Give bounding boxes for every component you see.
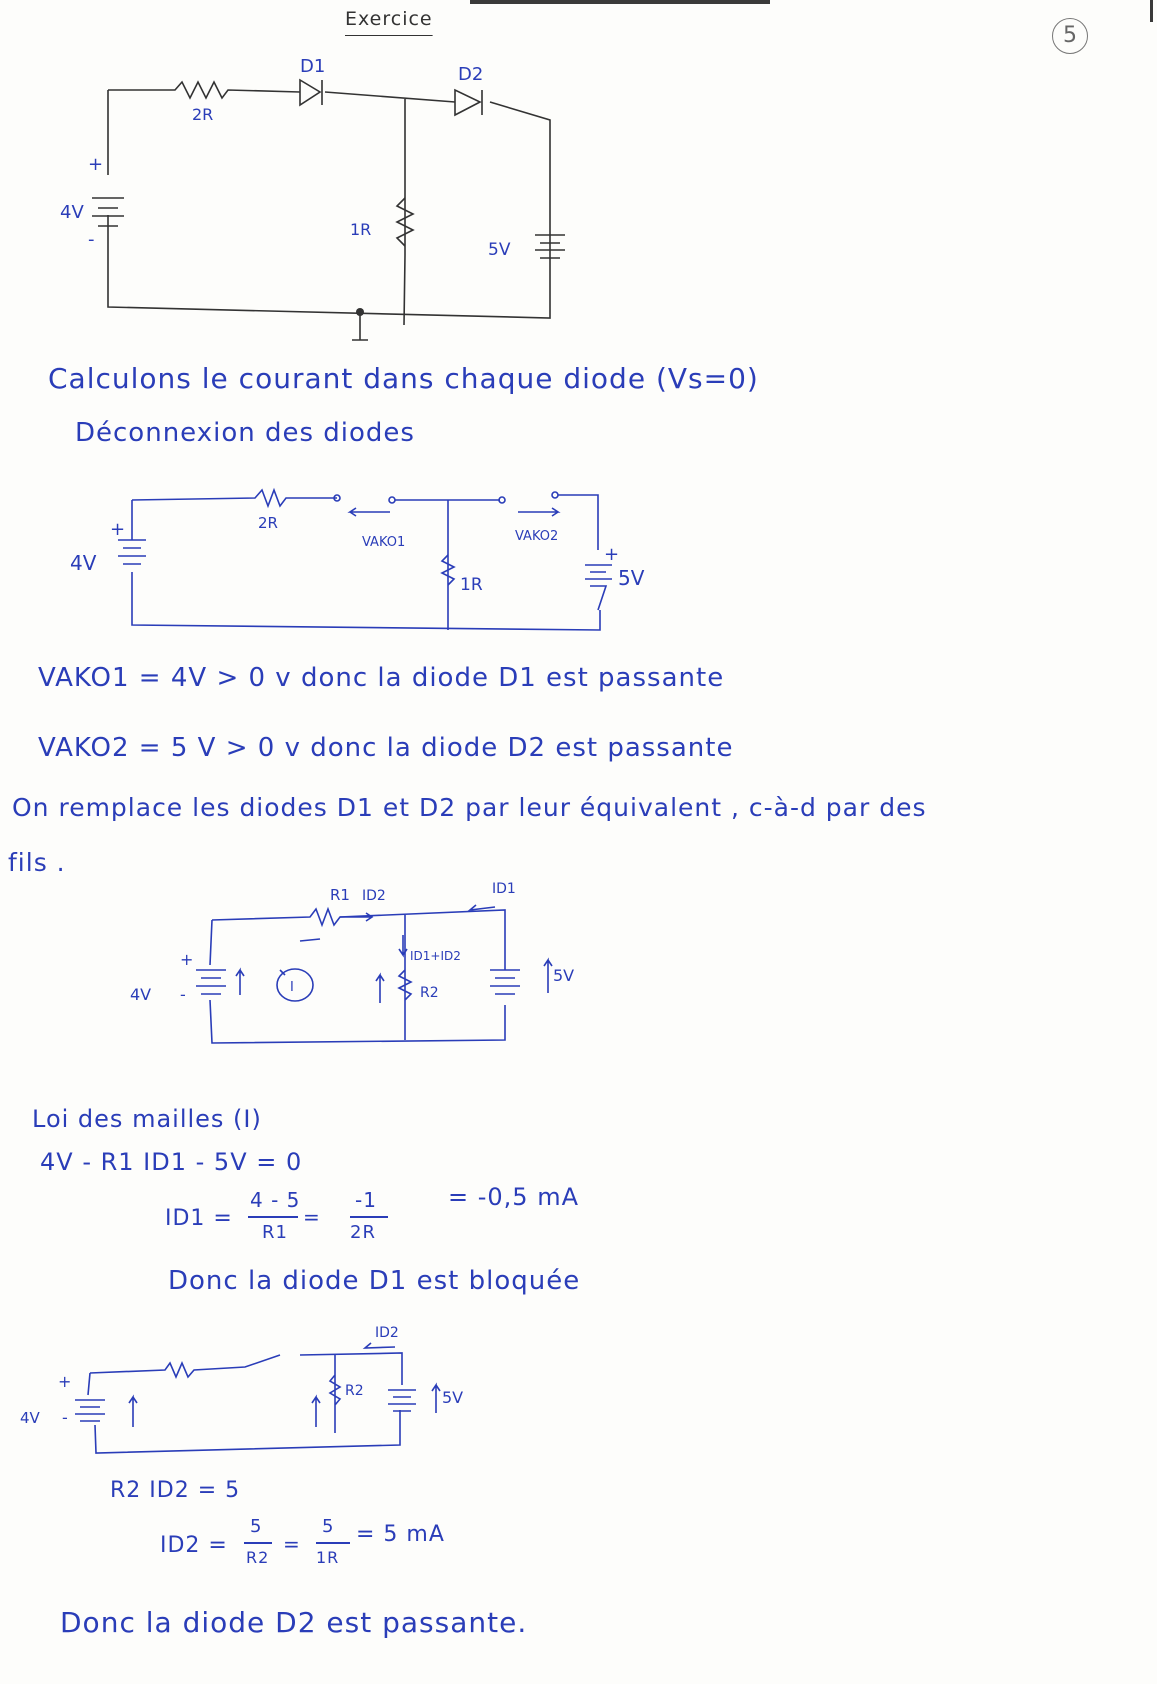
c1-plus: +	[88, 154, 104, 175]
final-eq2-lhs: ID2 =	[160, 1533, 228, 1558]
c1-r-series-label: 2R	[192, 105, 214, 124]
c3-id1-top-label: ID1	[492, 881, 516, 897]
final-frac1-num: 5	[250, 1516, 263, 1537]
analysis-line-4: fils .	[8, 848, 66, 877]
analysis-line-3: On remplace les diodes D1 et D2 par leur équivalent , c-à-d par des	[12, 793, 927, 822]
c4-right-source-label: 5V	[442, 1388, 464, 1407]
c3-mid-current-label: ID1+ID2	[410, 949, 461, 963]
c3-minus: -	[180, 985, 186, 1004]
c2-vak1-label: VAKO1	[362, 535, 406, 550]
c1-d1-label: D1	[300, 56, 326, 77]
loop-law-eq-sign: =	[303, 1205, 321, 1229]
circuit-2-diagram	[0, 480, 700, 650]
intro-line-2: Déconnexion des diodes	[75, 418, 415, 448]
page-edge-mark	[1150, 0, 1153, 22]
c2-vak2-label: VAKO2	[515, 529, 559, 544]
loop-law-frac1-num: 4 - 5	[250, 1188, 301, 1212]
c4-plus: +	[58, 1372, 72, 1391]
c3-loop-label: I	[290, 980, 294, 995]
page-edge-shadow	[470, 0, 770, 4]
final-frac2-den: 1R	[316, 1548, 340, 1567]
final-eq1: R2 ID2 = 5	[110, 1478, 241, 1503]
c2-r-series-label: 2R	[258, 514, 278, 532]
c3-r1-label: R1	[330, 886, 350, 904]
final-frac1-bar	[244, 1542, 272, 1544]
final-eq-sign: =	[283, 1532, 301, 1556]
loop-law-frac1-den: R1	[262, 1222, 288, 1243]
loop-law-frac1-bar	[248, 1216, 298, 1218]
c2-r-mid-label: 1R	[460, 575, 483, 595]
c1-d2-label: D2	[458, 64, 484, 85]
c1-left-source-label: 4V	[60, 202, 84, 223]
loop-law-heading: Loi des mailles (I)	[32, 1105, 262, 1133]
c4-left-source-label: 4V	[20, 1409, 40, 1427]
loop-law-result: = -0,5 mA	[448, 1183, 579, 1211]
c1-minus: -	[88, 229, 95, 250]
loop-law-eq1: 4V - R1 ID1 - 5V = 0	[40, 1148, 303, 1176]
loop-law-frac2-bar	[350, 1216, 388, 1218]
final-conclusion: Donc la diode D2 est passante.	[60, 1606, 528, 1639]
circuit-1-diagram	[0, 50, 600, 380]
c4-r2-label: R2	[345, 1383, 364, 1399]
c2-left-source-label: 4V	[70, 551, 97, 575]
c2-plus-right: +	[604, 544, 620, 565]
page-title: Exercice	[345, 8, 433, 30]
c2-plus: +	[110, 519, 126, 540]
analysis-line-1: VAKO1 = 4V > 0 v donc la diode D1 est passante	[38, 663, 725, 693]
c3-r2-label: R2	[420, 985, 439, 1001]
final-frac1-den: R2	[246, 1548, 270, 1567]
c1-r-mid-label: 1R	[350, 220, 372, 239]
c1-right-source-label: 5V	[488, 240, 511, 260]
final-result: = 5 mA	[356, 1522, 445, 1547]
c2-right-source-label: 5V	[618, 566, 645, 590]
intro-line-1: Calculons le courant dans chaque diode (Vs=0)	[48, 362, 759, 395]
c3-id2-top-label: ID2	[362, 888, 386, 904]
circuit-4-diagram	[0, 1315, 600, 1475]
analysis-line-2: VAKO2 = 5 V > 0 v donc la diode D2 est passante	[38, 733, 734, 763]
c3-right-source-label: 5V	[553, 966, 575, 985]
loop-law-frac2-den: 2R	[350, 1222, 376, 1243]
page-number: 5	[1052, 18, 1088, 54]
loop-law-conclusion: Donc la diode D1 est bloquée	[168, 1266, 581, 1296]
circuit-3-diagram	[0, 875, 700, 1055]
c3-left-source-label: 4V	[130, 985, 152, 1004]
loop-law-frac2-num: -1	[355, 1188, 377, 1212]
c4-minus: -	[62, 1408, 68, 1427]
c3-plus: +	[180, 950, 194, 969]
c4-id2-label: ID2	[375, 1325, 399, 1341]
loop-law-eq2-lhs: ID1 =	[165, 1206, 233, 1231]
final-frac2-bar	[316, 1542, 350, 1544]
final-frac2-num: 5	[322, 1516, 335, 1537]
